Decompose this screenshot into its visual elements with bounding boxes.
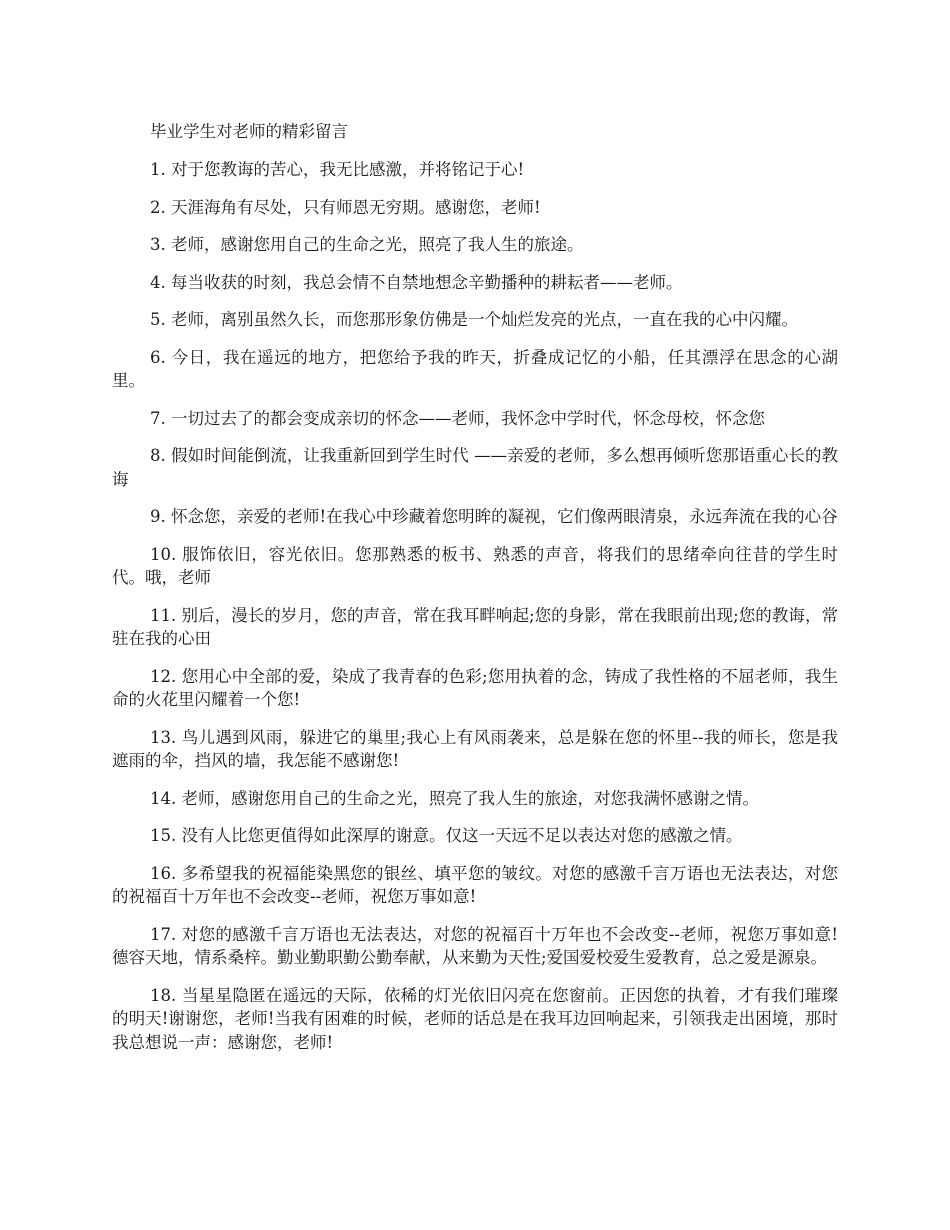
paragraph-18: 18. 当星星隐匿在遥远的天际，依稀的灯光依旧闪亮在您窗前。正因您的执着，才有我们璀璨的明天!谢谢您，老师!当我有困难的时候，老师的话总是在我耳边回响起来，引领我走出困境，那时我总想说一声：感谢您，老师! <box>112 985 838 1052</box>
paragraph-6: 6. 今日，我在遥远的地方，把您给予我的昨天，折叠成记忆的小船，任其漂浮在思念的心湖里。 <box>112 347 838 390</box>
paragraph-13: 13. 鸟儿遇到风雨，躲进它的巢里;我心上有风雨袭来，总是躲在您的怀里--我的师长，您是我遮雨的伞，挡风的墙，我怎能不感谢您! <box>112 727 838 770</box>
paragraph-9: 9. 怀念您，亲爱的老师!在我心中珍藏着您明眸的凝视，它们像两眼清泉，永远奔流在我的心谷 <box>150 507 838 526</box>
paragraph-4: 4. 每当收获的时刻，我总会情不自禁地想念辛勤播种的耕耘者——老师。 <box>150 272 683 292</box>
paragraph-17: 17. 对您的感激千言万语也无法表达，对您的祝福百十万年也不会改变--老师，祝您万事如意!德容天地，情系桑梓。勤业勤职勤公勤奉献，从来勤为天性;爱国爱校爱生爱教育，总之爱是源泉。 <box>112 924 838 967</box>
paragraph-8: 8. 假如时间能倒流，让我重新回到学生时代 ——亲爱的老师，多么想再倾听您那语重心长的教诲 <box>112 446 838 489</box>
document-page <box>112 120 838 1068</box>
paragraph-16: 16. 多希望我的祝福能染黑您的银丝、填平您的皱纹。对您的感激千言万语也无法表达，对您的祝福百十万年也不会改变--老师，祝您万事如意! <box>112 863 838 906</box>
paragraph-10: 10. 服饰依旧，容光依旧。您那熟悉的板书、熟悉的声音，将我们的思绪牵向往昔的学生时代。哦，老师 <box>112 544 838 587</box>
document-title: 毕业学生对老师的精彩留言 <box>150 122 348 141</box>
paragraph-1: 1. 对于您教诲的苦心，我无比感激，并将铭记于心! <box>150 160 525 179</box>
paragraph-3: 3. 老师，感谢您用自己的生命之光，照亮了我人生的旅途。 <box>150 235 584 254</box>
paragraph-5: 5. 老师，离别虽然久长，而您那形象仿佛是一个灿烂发亮的光点，一直在我的心中闪耀。 <box>150 310 798 329</box>
paragraph-11: 11. 别后，漫长的岁月，您的声音，常在我耳畔响起;您的身影，常在我眼前出现;您的教诲，常驻在我的心田 <box>112 605 838 648</box>
paragraph-14: 14. 老师，感谢您用自己的生命之光，照亮了我人生的旅途，对您我满怀感谢之情。 <box>150 788 759 808</box>
paragraph-12: 12. 您用心中全部的爱，染成了我青春的色彩;您用执着的念，铸成了我性格的不屈老师，我生命的火花里闪耀着一个您! <box>112 666 838 709</box>
paragraph-15: 15. 没有人比您更值得如此深厚的谢意。仅这一天远不足以表达对您的感激之情。 <box>150 826 743 845</box>
paragraph-2: 2. 天涯海角有尽处，只有师恩无穷期。感谢您，老师! <box>150 197 541 217</box>
paragraph-7: 7. 一切过去了的都会变成亲切的怀念——老师，我怀念中学时代，怀念母校，怀念您 <box>150 408 765 428</box>
